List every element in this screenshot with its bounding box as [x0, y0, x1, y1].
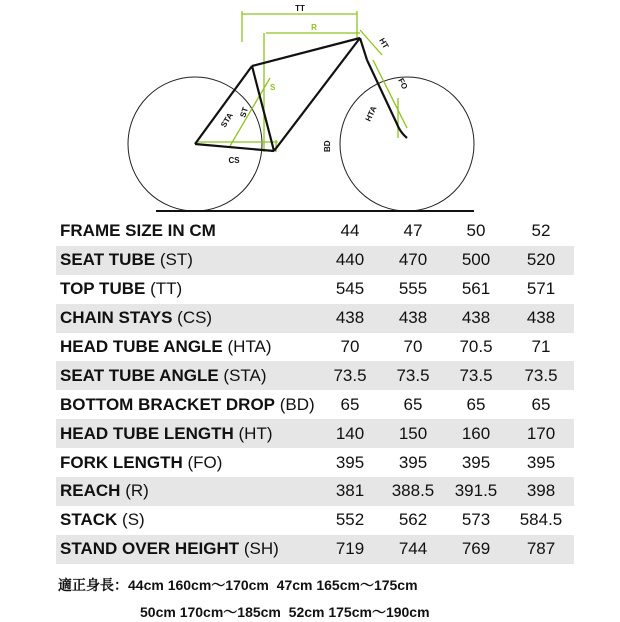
row-name: FORK LENGTH: [60, 452, 183, 472]
row-label: [56, 217, 318, 246]
label-fo: FO: [396, 76, 410, 91]
footer-line-1: [58, 575, 418, 595]
row-label: [56, 477, 318, 506]
row-name: FRAME SIZE IN CM: [60, 221, 216, 241]
cell-value: 150: [382, 419, 444, 448]
row-label: [56, 448, 318, 477]
row-name: STACK: [60, 510, 118, 530]
cell-value: 140: [318, 419, 382, 448]
cell-value: 73.5: [508, 361, 574, 390]
cell-value: 500: [444, 246, 508, 275]
row-name: STAND OVER HEIGHT: [60, 539, 240, 559]
cell-value: 170: [508, 419, 574, 448]
frame: [195, 38, 410, 151]
row-label: [56, 535, 318, 564]
table-row: [56, 506, 574, 535]
cell-value: 584.5: [519, 510, 563, 530]
cell-value: 65: [403, 394, 423, 414]
head-tube: [360, 38, 367, 60]
cell-value: 545: [335, 279, 365, 299]
cell-value: 73.5: [382, 361, 444, 390]
table-row: [56, 361, 574, 390]
cell-value: 769: [444, 535, 508, 564]
table-row: [56, 448, 574, 477]
seat-tube: [252, 66, 274, 151]
row-name: SEAT TUBE: [60, 250, 156, 270]
label-s: S: [270, 83, 276, 92]
row-label: [56, 390, 318, 419]
cell-value: 65: [466, 394, 486, 414]
table-row: [56, 246, 574, 275]
cell-value: 65: [340, 394, 360, 414]
row-abbr: (HT): [238, 423, 273, 443]
row-abbr: (FO): [187, 452, 223, 472]
cell-value: 719: [318, 535, 382, 564]
down-tube: [274, 38, 360, 151]
cell-value: 573: [461, 510, 491, 530]
cell-value: 395: [335, 452, 365, 472]
label-bd: BD: [323, 140, 332, 152]
cell-value: 47: [403, 221, 423, 241]
top-tube: [252, 38, 360, 66]
row-name: SEAT TUBE ANGLE: [60, 365, 219, 385]
cell-value: 470: [382, 246, 444, 275]
row-abbr: (TT): [150, 279, 183, 299]
cell-value: 398: [508, 477, 574, 506]
bike-geometry-diagram: [0, 0, 620, 215]
geometry-table: [56, 217, 574, 564]
cell-value: 44: [340, 221, 360, 241]
row-label: [56, 506, 318, 535]
cell-value: 52: [531, 221, 551, 241]
table-row: [56, 477, 574, 506]
cell-value: 50: [466, 221, 486, 241]
row-label: [56, 304, 318, 333]
table-row: [56, 535, 574, 564]
label-hta: HTA: [363, 104, 379, 123]
cell-value: 438: [444, 304, 508, 333]
cell-value: 555: [398, 279, 428, 299]
cell-value: 395: [461, 452, 491, 472]
cell-value: 438: [508, 304, 574, 333]
label-sta: STA: [219, 111, 235, 130]
footer-text-2: 50cm 170cm～185cm 52cm 175cm～190cm: [140, 604, 430, 620]
table-row: [56, 217, 574, 246]
footer-text-1: 44cm 160cm～170cm 47cm 165cm～175cm: [128, 577, 418, 593]
cell-value: 440: [318, 246, 382, 275]
row-name: HEAD TUBE LENGTH: [60, 423, 234, 443]
row-abbr: (SH): [243, 539, 279, 559]
cell-value: 73.5: [318, 361, 382, 390]
row-label: [56, 275, 318, 304]
cell-value: 65: [531, 394, 551, 414]
cell-value: 552: [335, 510, 365, 530]
cell-value: 520: [508, 246, 574, 275]
cell-value: 73.5: [444, 361, 508, 390]
row-abbr: (ST): [159, 250, 193, 270]
cell-value: 160: [444, 419, 508, 448]
cell-value: 395: [526, 452, 556, 472]
row-abbr: (R): [125, 481, 149, 501]
table-row: [56, 390, 574, 419]
row-abbr: (CS): [177, 308, 213, 328]
cell-value: 438: [318, 304, 382, 333]
cell-value: 571: [526, 279, 556, 299]
row-label: [56, 246, 318, 275]
cell-value: 381: [318, 477, 382, 506]
row-name: BOTTOM BRACKET DROP: [60, 394, 276, 414]
row-name: HEAD TUBE ANGLE: [60, 337, 223, 356]
label-ht: HT: [377, 36, 391, 51]
table-row: [56, 333, 574, 362]
footer-line-2: [140, 602, 430, 622]
fo-dim-line: [373, 60, 410, 128]
cell-value: 395: [398, 452, 428, 472]
cell-value: 388.5: [382, 477, 444, 506]
label-r: R: [311, 23, 317, 32]
cell-value: 70: [340, 337, 360, 356]
label-tt: TT: [295, 4, 305, 13]
row-name: REACH: [60, 481, 121, 501]
row-label: [56, 361, 318, 390]
row-label: [56, 419, 318, 448]
row-name: TOP TUBE: [60, 279, 146, 299]
row-abbr: (S): [122, 510, 145, 530]
cell-value: 391.5: [444, 477, 508, 506]
cell-value: 71: [531, 337, 551, 356]
table-row: [56, 304, 574, 333]
label-st: ST: [238, 106, 251, 119]
cell-value: 562: [398, 510, 428, 530]
footer-label: 適正身長：: [58, 577, 128, 593]
row-abbr: (BD): [279, 394, 315, 414]
fork: [367, 60, 410, 138]
cell-value: 70: [403, 337, 423, 356]
cell-value: 744: [382, 535, 444, 564]
cell-value: 787: [508, 535, 574, 564]
cell-value: 561: [461, 279, 491, 299]
table-row: [56, 275, 574, 304]
row-label: [56, 333, 318, 362]
table-row: [56, 419, 574, 448]
cell-value: 70.5: [459, 337, 493, 356]
front-wheel: [340, 77, 474, 211]
measurement-lines: [197, 11, 410, 152]
row-abbr: (HTA): [227, 337, 272, 356]
row-name: CHAIN STAYS: [60, 308, 173, 328]
row-abbr: (STA): [223, 365, 267, 385]
label-cs: CS: [228, 156, 240, 165]
cell-value: 438: [382, 304, 444, 333]
